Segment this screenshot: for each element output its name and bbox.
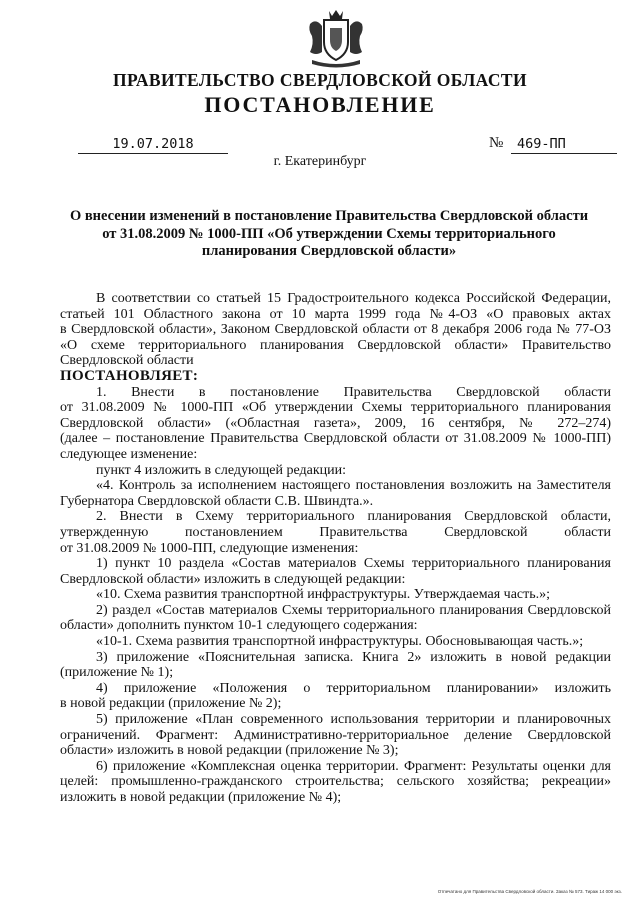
document-number: 469-ПП: [511, 136, 617, 154]
body-line: «10. Схема развития транспортной инфраструктуры. Утверждаемая часть.»;: [96, 587, 551, 603]
body-line: 1) пункт 10 раздела «Состав материалов Схемы территориального планирования: [96, 556, 611, 572]
body-line: области» дополнить пунктом 10-1 следующего содержания:: [60, 618, 418, 634]
body-line: (далее – постановление Правительства Свердловской области от 31.08.2009 № 1000-ПП): [60, 431, 611, 447]
body-line: целей: промышленно-гражданского строительства; сельского хозяйства; рекреации»: [60, 774, 611, 790]
city: г. Екатеринбург: [273, 154, 367, 169]
body-line: 4) приложение «Положения о территориальном планировании» изложить: [96, 680, 611, 696]
body-line: 3) приложение «Пояснительная записка. Книга 2» изложить в новой редакции: [96, 649, 611, 665]
body-line: изложить в новой редакции (приложение № 4);: [60, 790, 342, 805]
body-line: «4. Контроль за исполнением настоящего постановления возложить на Заместителя: [96, 478, 611, 494]
coat-of-arms-icon: [302, 8, 370, 68]
document-body: [60, 291, 611, 806]
body-line: 2) раздел «Состав материалов Схемы территориального планирования Свердловской: [96, 602, 611, 618]
body-line: (приложение № 1);: [60, 665, 174, 681]
body-line: ограничений. Фрагмент: Административно-территориальное деление Свердловской: [60, 727, 611, 743]
body-line: Свердловской области» изложить в следующей редакции:: [60, 571, 406, 587]
body-line: Свердловской области: [60, 353, 194, 369]
title-line: О внесении изменений в постановление Правительства Свердловской области: [69, 208, 589, 224]
document-title: [60, 208, 598, 261]
body-line: Губернатора Свердловской области С.В. Швиндта.».: [60, 493, 374, 509]
body-line: области» изложить в новой редакции (приложение № 3);: [60, 743, 399, 759]
title-line: планирования Свердловской области»: [201, 243, 457, 259]
body-line: статьей 101 Областного закона от 10 марта 1999 года №4-ОЗ «О правовых актах: [60, 306, 611, 322]
body-line: 5) приложение «План современного использования территории и планировочных: [96, 712, 611, 728]
body-line: следующее изменение:: [60, 446, 198, 462]
body-line: пункт 4 изложить в следующей редакции:: [96, 462, 346, 478]
body-line: В соответствии со статьей 15 Градостроительного кодекса Российской Федерации,: [96, 291, 611, 306]
body-line: 1. Внести в постановление Правительства Свердловской области: [96, 384, 611, 400]
title-line: от 31.08.2009 № 1000-ПП «Об утверждении Схемы территориального: [102, 225, 556, 242]
body-line: от 31.08.2009 № 1000-ПП «Об утверждении Схемы территориального планирования: [60, 400, 611, 416]
body-line: в новой редакции (приложение № 2);: [60, 696, 282, 712]
body-line: «10-1. Схема развития транспортной инфраструктуры. Обосновывающая часть.»;: [96, 634, 584, 650]
body-line: 2. Внести в Схему территориального планирования Свердловской области,: [96, 509, 611, 525]
body-line: «О схеме территориального планирования Свердловской области» Правительство: [60, 337, 611, 353]
body-line: Свердловской области» («Областная газета», 2009, 16 сентября, № 272–274): [60, 415, 611, 431]
document-type: ПОСТАНОВЛЕНИЕ: [204, 92, 436, 117]
resolve-heading: ПОСТАНОВЛЯЕТ:: [60, 368, 199, 384]
body-line: в Свердловской области», Законом Свердловской области от 8 декабря 2006 года № 77-ОЗ: [60, 322, 611, 338]
number-sign: №: [489, 135, 504, 151]
body-line: утвержденную постановлением Правительства Свердловской области: [60, 524, 611, 540]
print-footer: Отпечатано для Правительства Свердловской области. Заказ № 573. Тираж 14 000 экз.: [437, 889, 622, 894]
body-line: 6) приложение «Комплексная оценка территории. Фрагмент: Результаты оценки для: [96, 758, 611, 774]
document-date: 19.07.2018: [78, 136, 228, 154]
body-line: от 31.08.2009 № 1000-ПП, следующие изменения:: [60, 540, 359, 556]
government-name: ПРАВИТЕЛЬСТВО СВЕРДЛОВСКОЙ ОБЛАСТИ: [113, 70, 527, 90]
